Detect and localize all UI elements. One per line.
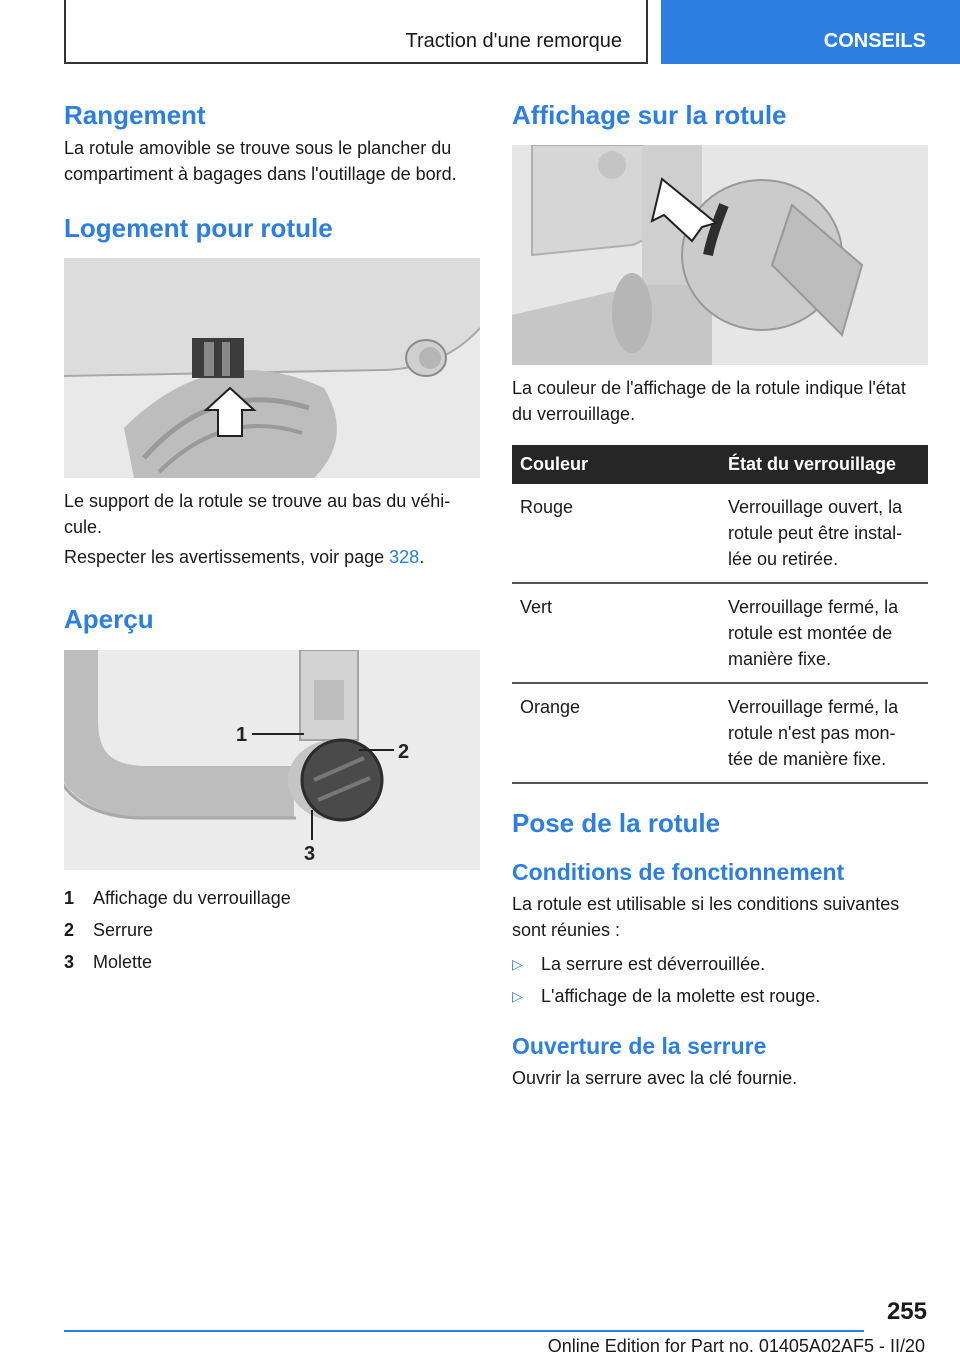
triangle-bullet-icon: ▷ <box>512 955 523 972</box>
legend-label: Affichage du verrouillage <box>93 887 291 908</box>
rangement-text: La rotule amovible se trouve sous le plancher du compartiment à bagages dans l'outillage de bord. <box>64 138 457 185</box>
legend-item <box>64 882 480 914</box>
legend-item <box>64 946 480 978</box>
left-column <box>64 100 480 978</box>
table-row <box>512 683 928 783</box>
callout-2: 2 <box>398 740 410 763</box>
chapter-tab[interactable] <box>661 0 960 64</box>
column-header-state: État du verrouillage <box>720 445 928 484</box>
cell-state: Verrouillage fermé, la rotule n'est pas mon-tée de manière fixe. <box>720 683 928 783</box>
cell-state: Verrouillage ouvert, la rotule peut être instal-lée ou retirée. <box>720 484 928 583</box>
cell-state: Verrouillage fermé, la rotule est montée de manière fixe. <box>720 583 928 683</box>
page-reference-link[interactable]: 328 <box>389 547 420 568</box>
table-row <box>512 583 928 683</box>
caption-2-suffix: . <box>419 547 425 568</box>
callout-3: 3 <box>304 842 316 865</box>
hitch-mount-illustration <box>64 258 480 478</box>
heading-apercu: Aperçu <box>64 604 154 635</box>
callout-1: 1 <box>236 723 248 746</box>
list-item-text: La serrure est déverrouillée. <box>541 953 766 974</box>
cell-color: Vert <box>512 583 720 683</box>
conditions-text: La rotule est utilisable si les conditions suivantes sont réunies : <box>512 893 900 940</box>
affichage-text: La couleur de l'affichage de la rotule indique l'état du verrouillage. <box>512 378 906 425</box>
caption-2-prefix: Respecter les avertissements, voir page <box>64 547 390 568</box>
conditions-list <box>512 951 928 1009</box>
triangle-bullet-icon: ▷ <box>512 987 523 1004</box>
legend-list <box>64 882 480 978</box>
heading-ouverture: Ouverture de la serrure <box>512 1032 767 1059</box>
footer-divider <box>64 1330 864 1332</box>
list-item-text: L'affichage de la molette est rouge. <box>541 985 821 1006</box>
legend-number: 3 <box>64 951 75 972</box>
logement-caption-1: Le support de la rotule se trouve au bas du véhi-cule. <box>64 491 451 538</box>
list-item <box>512 983 928 1009</box>
ouverture-text: Ouvrir la serrure avec la clé fournie. <box>512 1067 798 1088</box>
page-number: 255 <box>886 1298 927 1325</box>
heading-affichage: Affichage sur la rotule <box>512 100 787 130</box>
heading-rangement: Rangement <box>64 100 206 130</box>
heading-logement: Logement pour rotule <box>64 213 333 244</box>
tow-ball-overview-illustration <box>64 650 480 870</box>
legend-number: 2 <box>64 919 75 940</box>
table-row <box>512 484 928 583</box>
right-column <box>512 100 928 1091</box>
legend-item <box>64 914 480 946</box>
legend-label: Molette <box>93 951 153 972</box>
lock-status-table <box>512 445 928 784</box>
cell-color: Rouge <box>512 484 720 583</box>
list-item <box>512 951 928 977</box>
lock-indicator-illustration <box>512 145 928 365</box>
legend-label: Serrure <box>93 919 154 940</box>
edition-text: Online Edition for Part no. 01405A02AF5 - II/20 <box>547 1336 925 1356</box>
heading-pose: Pose de la rotule <box>512 808 721 839</box>
cell-color: Orange <box>512 683 720 783</box>
table-header-row <box>512 445 928 484</box>
logement-caption-2 <box>64 544 480 570</box>
legend-number: 1 <box>64 887 75 908</box>
chapter-label: CONSEILS <box>823 30 926 52</box>
section-title: Traction d'une remorque <box>405 30 622 52</box>
column-header-color: Couleur <box>512 445 720 484</box>
heading-conditions: Conditions de fonctionnement <box>512 859 845 886</box>
